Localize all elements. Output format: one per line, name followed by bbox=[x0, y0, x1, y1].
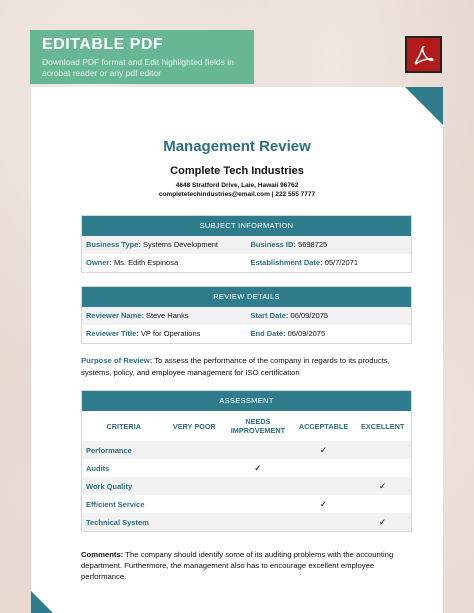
establishment-date-field[interactable] bbox=[247, 254, 412, 272]
field-label: Owner: bbox=[86, 258, 112, 267]
editable-pdf-banner bbox=[30, 30, 254, 84]
acrobat-logo-icon bbox=[413, 44, 435, 66]
rating-cell[interactable]: ✓ bbox=[319, 444, 328, 455]
field-value: 05/7/2071 bbox=[324, 258, 359, 267]
purpose-label: Purpose of Review: bbox=[81, 356, 153, 365]
acrobat-pdf-icon[interactable] bbox=[405, 36, 442, 73]
column-header-acceptable: ACCEPTABLE bbox=[298, 421, 349, 431]
subject-information-section bbox=[81, 215, 412, 273]
section-heading: REVIEW DETAILS bbox=[82, 287, 411, 307]
field-label: Reviewer Title: bbox=[86, 329, 139, 338]
field-value: Systems Development bbox=[142, 240, 219, 249]
criteria-label: Technical System bbox=[86, 517, 149, 527]
table-row bbox=[82, 236, 411, 254]
criteria-label: Efficient Service bbox=[86, 499, 145, 509]
assessment-rows bbox=[82, 441, 411, 531]
document-title: Management Review bbox=[163, 138, 311, 155]
start-date-field[interactable] bbox=[247, 307, 412, 325]
section-heading: SUBJECT INFORMATION bbox=[82, 216, 411, 236]
table-row bbox=[82, 495, 411, 513]
table-row bbox=[82, 459, 411, 477]
corner-accent-top-right bbox=[405, 87, 443, 125]
company-name: Complete Tech Industries bbox=[170, 165, 304, 177]
field-value: 06/09/2075 bbox=[290, 311, 329, 320]
rating-cell[interactable]: ✓ bbox=[378, 480, 387, 491]
field-value: 06/09/2075 bbox=[287, 329, 326, 338]
purpose-text: To assess the performance of the company in regards to its products, systems, policy, and employee management for ISO certification bbox=[81, 356, 390, 377]
rating-cell[interactable]: ✓ bbox=[254, 462, 262, 473]
table-row bbox=[82, 477, 411, 495]
company-address: 4648 Stratford Drive, Laie, Hawaii 96762 bbox=[175, 182, 299, 189]
table-row bbox=[82, 513, 411, 531]
column-header-needs-improvement: NEEDS IMPROVEMENT bbox=[230, 417, 286, 435]
criteria-label: Performance bbox=[86, 445, 132, 455]
column-header-criteria: CRITERIA bbox=[106, 421, 141, 431]
field-value: VP for Operations bbox=[140, 329, 201, 338]
rating-cell[interactable]: ✓ bbox=[378, 516, 387, 527]
field-label: Business ID: bbox=[250, 240, 296, 249]
field-label: Business Type: bbox=[86, 240, 141, 249]
field-value: 5698725 bbox=[298, 240, 328, 249]
reviewer-title-field[interactable] bbox=[82, 325, 247, 343]
section-heading: ASSESSMENT bbox=[82, 391, 411, 411]
banner-subtitle: Download PDF format and Edit highlighted fields in acrobat reader or any pdf editor bbox=[42, 57, 234, 78]
banner-title: EDITABLE PDF bbox=[42, 36, 164, 53]
owner-field[interactable] bbox=[82, 254, 247, 272]
rating-cell[interactable]: ✓ bbox=[319, 498, 328, 509]
corner-accent-bottom-left bbox=[31, 591, 53, 613]
column-header-excellent: EXCELLENT bbox=[360, 421, 405, 431]
review-details-section bbox=[81, 286, 412, 344]
field-label: Start Date: bbox=[250, 311, 289, 320]
purpose-of-review[interactable] bbox=[81, 355, 411, 379]
field-label: Establishment Date: bbox=[250, 258, 323, 267]
business-id-field[interactable] bbox=[247, 236, 412, 254]
comments-text: The company should identify some of its auditing problems with the accounting department. Furthermore, the management also has to encourage excellent employee performance. bbox=[81, 550, 394, 581]
field-label: End Date: bbox=[250, 329, 286, 338]
field-value: Steve Hanks bbox=[146, 311, 189, 320]
field-label: Reviewer Name: bbox=[86, 311, 144, 320]
assessment-column-headers bbox=[82, 411, 411, 441]
comments-field[interactable] bbox=[81, 549, 413, 582]
column-header-very-poor: VERY POOR bbox=[172, 421, 216, 431]
table-row bbox=[82, 307, 411, 325]
comments-label: Comments: bbox=[81, 550, 124, 559]
field-value: Ms. Edith Espinosa bbox=[113, 258, 179, 267]
table-row bbox=[82, 325, 411, 343]
assessment-section bbox=[81, 390, 412, 532]
table-row bbox=[82, 441, 411, 459]
criteria-label: Audits bbox=[86, 463, 110, 473]
end-date-field[interactable] bbox=[247, 325, 412, 343]
company-contact: completetechindustries@email.com | 222 555 7777 bbox=[158, 191, 316, 198]
reviewer-name-field[interactable] bbox=[82, 307, 247, 325]
document-page bbox=[31, 87, 443, 613]
criteria-label: Work Quality bbox=[86, 481, 133, 491]
business-type-field[interactable] bbox=[82, 236, 247, 254]
table-row bbox=[82, 254, 411, 272]
